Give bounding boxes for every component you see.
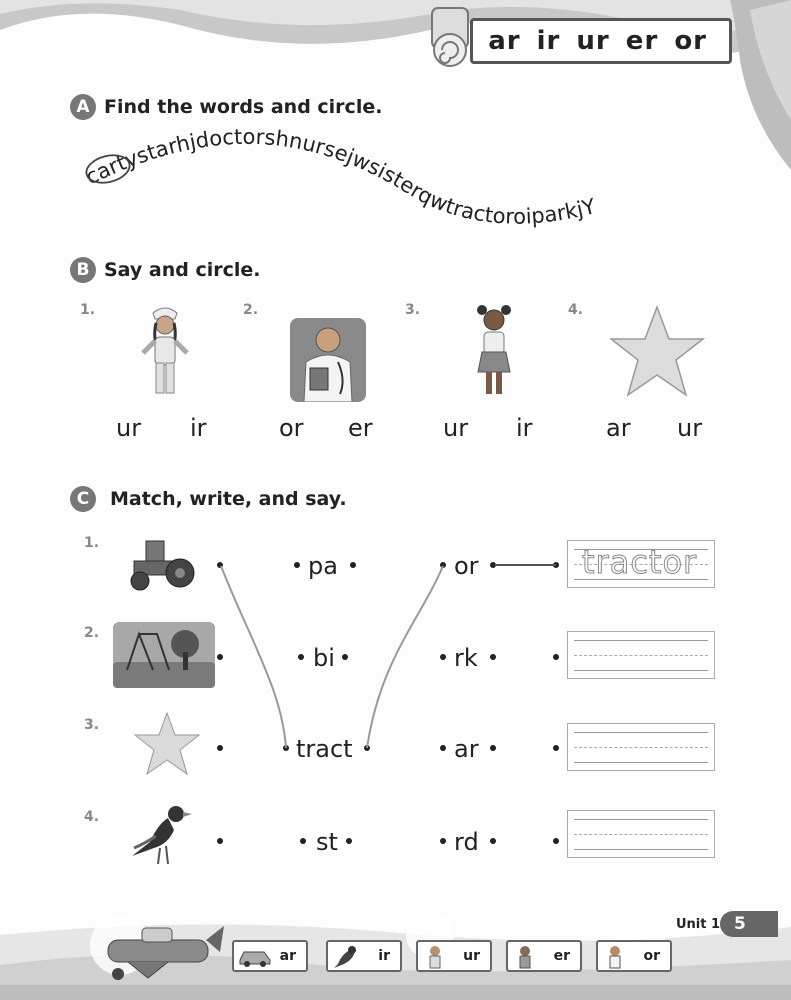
- option-ir[interactable]: ir: [190, 414, 207, 442]
- doctor-icon: [602, 944, 628, 970]
- syllable-end: rk: [454, 644, 478, 672]
- start-dot-right[interactable]: [350, 562, 356, 568]
- footer-strip-label: ur: [463, 948, 480, 964]
- drape-decoration: [730, 0, 791, 170]
- section-c-header: [70, 486, 347, 512]
- footer-strip-item: [326, 940, 402, 972]
- end-dot-right[interactable]: [490, 838, 496, 844]
- section-a-title: Find the words and circle.: [104, 96, 383, 118]
- footer-strip-label: er: [553, 948, 570, 964]
- c-row-number: 1.: [84, 535, 100, 551]
- svg-text:cartystarhjdoctorshnursejwsist: [82, 125, 598, 229]
- traced-answer: tractor: [582, 543, 698, 581]
- writing-box[interactable]: [567, 723, 715, 771]
- page-number: 5: [720, 911, 778, 937]
- start-dot-left[interactable]: [294, 562, 300, 568]
- start-dot-left[interactable]: [283, 745, 289, 751]
- bird-icon: [128, 800, 198, 870]
- scroll-icon: [420, 6, 482, 68]
- phonics-title: ar ir ur er or: [488, 26, 707, 56]
- b-item-number: 3.: [405, 302, 421, 318]
- end-dot-left[interactable]: [440, 838, 446, 844]
- sister-icon: [512, 944, 538, 970]
- c-row-number: 3.: [84, 717, 100, 733]
- picture-dot[interactable]: [217, 562, 223, 568]
- park-icon: [113, 622, 215, 688]
- end-dot-left[interactable]: [440, 654, 446, 660]
- star-icon: [134, 712, 200, 776]
- section-b-title: Say and circle.: [104, 259, 261, 281]
- start-dot-right[interactable]: [364, 745, 370, 751]
- nurse-icon: [422, 944, 448, 970]
- end-dot-left[interactable]: [440, 562, 446, 568]
- option-ur[interactable]: ur: [116, 414, 142, 442]
- picture-dot[interactable]: [217, 745, 223, 751]
- box-dot[interactable]: [553, 654, 559, 660]
- section-b-header: [70, 257, 261, 283]
- section-a-badge: A: [70, 94, 96, 120]
- writing-box[interactable]: [567, 631, 715, 679]
- footer-strip-item: [506, 940, 582, 972]
- syllable-end: rd: [454, 828, 479, 856]
- girl-icon: [472, 302, 516, 402]
- section-a-header: [70, 94, 382, 120]
- section-c-title: Match, write, and say.: [110, 488, 347, 510]
- b-item-number: 2.: [243, 302, 259, 318]
- bird-icon: [332, 944, 362, 970]
- syllable-end: or: [454, 552, 479, 580]
- start-dot-left[interactable]: [300, 838, 306, 844]
- section-b-badge: B: [70, 257, 96, 283]
- syllable-start: bi: [313, 644, 335, 672]
- b-item-number: 4.: [568, 302, 584, 318]
- syllable-start: st: [316, 828, 338, 856]
- start-dot-left[interactable]: [298, 654, 304, 660]
- option-ir[interactable]: ir: [516, 414, 533, 442]
- c-row-number: 2.: [84, 625, 100, 641]
- syllable-start: tract: [296, 735, 353, 763]
- footer-strip-item: [232, 940, 308, 972]
- unit-label: Unit 1: [676, 917, 721, 932]
- b-item-number: 1.: [80, 302, 96, 318]
- end-dot-right[interactable]: [490, 654, 496, 660]
- option-ur[interactable]: ur: [677, 414, 703, 442]
- footer-strip-label: ar: [279, 948, 296, 964]
- start-dot-right[interactable]: [342, 654, 348, 660]
- nurse-icon: [135, 305, 195, 400]
- box-dot[interactable]: [553, 745, 559, 751]
- footer-strip-label: or: [643, 948, 660, 964]
- picture-dot[interactable]: [217, 654, 223, 660]
- car-icon: [238, 944, 272, 968]
- star-icon: [610, 305, 705, 397]
- end-dot-right[interactable]: [490, 562, 496, 568]
- option-or[interactable]: or: [279, 414, 304, 442]
- footer-strip-item: [596, 940, 672, 972]
- footer-strip-label: ir: [378, 948, 390, 964]
- puzzle-letters[interactable]: cartystarhjdoctorshnursejwsisterqwtractoroiparkjY: [81, 125, 598, 229]
- option-ur[interactable]: ur: [443, 414, 469, 442]
- section-c-badge: C: [70, 486, 96, 512]
- phonics-tab: [470, 18, 732, 64]
- start-dot-right[interactable]: [346, 838, 352, 844]
- writing-box[interactable]: [567, 810, 715, 858]
- end-dot-right[interactable]: [490, 745, 496, 751]
- c-row-number: 4.: [84, 809, 100, 825]
- word-search-puzzle: [80, 125, 720, 235]
- end-dot-left[interactable]: [440, 745, 446, 751]
- syllable-end: ar: [454, 735, 479, 763]
- footer-strip-item: [416, 940, 492, 972]
- option-ar[interactable]: ar: [606, 414, 631, 442]
- writing-box[interactable]: [567, 540, 715, 588]
- option-er[interactable]: er: [348, 414, 373, 442]
- tractor-icon: [128, 535, 200, 595]
- box-dot[interactable]: [553, 562, 559, 568]
- box-dot[interactable]: [553, 838, 559, 844]
- doctor-icon: [290, 318, 366, 402]
- airplane-icon: [88, 922, 228, 982]
- syllable-start: pa: [308, 552, 338, 580]
- picture-dot[interactable]: [217, 838, 223, 844]
